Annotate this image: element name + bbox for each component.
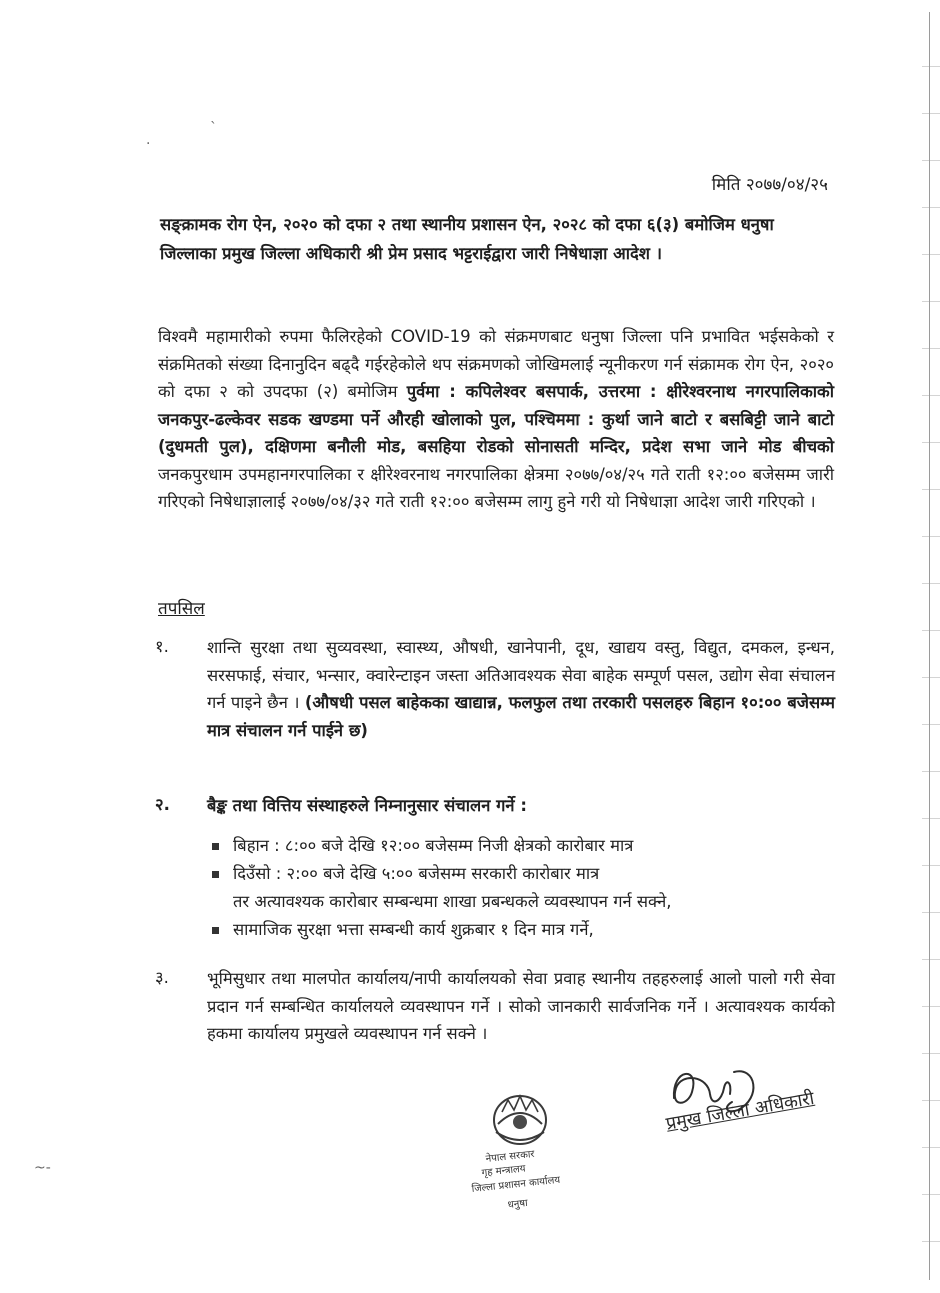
svg-text:जिल्ला प्रशासन कार्यालय: जिल्ला प्रशासन कार्यालय xyxy=(471,1174,561,1195)
item-body-3: भूमिसुधार तथा मालपोत कार्यालय/नापी कार्यालयको सेवा प्रवाह स्थानीय तहहरुलाई आलो पालो गरी सेवा प्रदान गर्न सम्बन्धित कार्यालयले व्यवस्थापन गर्ने । सोको जानकारी सार्वजनिक गर्ने । अत्यावश्यक कार्यको हकमा कार्यालय प्रमुखले व्यवस्थापन गर्न सक्ने । xyxy=(207,969,835,1043)
office-seal-stamp xyxy=(468,1090,598,1220)
item-number-3: ३. xyxy=(155,968,169,987)
item-1-text: शान्ति सुरक्षा तथा सुव्यवस्था, स्वास्थ्य, औषधी, खानेपानी, दूध, खाद्यय वस्तु, विद्युत, दमकल, इन्धन, सरसफाई, संचार, भन्सार, क्वारेन्टाइन जस्ता अतिआवश्यक सेवा बाहेक सम्पूर्ण पसल, उद्योग सेवा संचालन गर्न पाइने छैन । xyxy=(207,638,835,712)
svg-text:गृह मन्त्रालय: गृह मन्त्रालय xyxy=(481,1163,527,1179)
main-paragraph xyxy=(158,323,834,516)
document-subject: सङ्क्रामक रोग ऐन, २०२० को दफा २ तथा स्थानीय प्रशासन ऐन, २०२८ को दफा ६(३) बमोजिम धनुषा जिल्लाका प्रमुख जिल्ला अधिकारी श्री प्रेम प्रसाद भट्टराईद्वारा जारी निषेधाज्ञा आदेश । xyxy=(160,215,774,263)
item-number-2: २. xyxy=(155,795,170,814)
bullet-square-icon xyxy=(212,871,219,878)
scan-speck: ˎ xyxy=(210,108,217,124)
signature-title: प्रमुख जिल्ला अधिकारी xyxy=(664,1087,816,1135)
list-item: दिउँसो : २:०० बजे देखि ५:०० बजेसम्म सरकारी कारोबार मात्र तर अत्यावश्यक कारोबार सम्बन्धमा शाखा प्रबन्धकले व्यवस्थापन गर्न सक्ने, xyxy=(210,860,830,916)
svg-text:नेपाल सरकार: नेपाल सरकार xyxy=(485,1148,536,1165)
bank-hours-list xyxy=(210,832,830,944)
list-item-continuation: तर अत्यावश्यक कारोबार सम्बन्धमा शाखा प्रबन्धकले व्यवस्थापन गर्न सक्ने, xyxy=(233,892,672,911)
bullet-square-icon xyxy=(212,843,219,850)
bullet-square-icon xyxy=(212,927,219,934)
paragraph-text-1: विश्वमै महामारीको रुपमा फैलिरहेको COVID-19 को संक्रमणबाट धनुषा जिल्ला पनि प्रभावित भईसकेको र संक्रमितको संख्या दिनानुदिन बढ्दै गईरहेकोले थप संक्रमणको जोखिमलाई न्यूनीकरण गर्न संक्रामक रोग ऐन, २०२० को दफा २ को उपदफा (२) बमोजिम xyxy=(158,327,834,401)
list-item: सामाजिक सुरक्षा भत्ता सम्बन्धी कार्य शुक्रबार १ दिन मात्र गर्ने, xyxy=(210,916,830,944)
item-body-2: बैङ्क तथा वित्तिय संस्थाहरुले निम्नानुसार संचालन गर्ने : xyxy=(207,796,527,815)
list-item: बिहान : ८:०० बजे देखि १२:०० बजेसम्म निजी क्षेत्रको कारोबार मात्र xyxy=(210,832,830,860)
scan-speck: ~- xyxy=(34,1160,51,1176)
item-1-bold-note: (औषधी पसल बाहेकका खाद्यान्न, फलफुल तथा तरकारी पसलहरु बिहान १०:०० बजेसम्म मात्र संचालन गर्न पाईने छ) xyxy=(207,693,835,740)
document-date: मिति २०७७/०४/२५ xyxy=(711,175,828,195)
paragraph-text-2: जनकपुरधाम उपमहानगरपालिका र क्षीरेश्वरनाथ नगरपालिका क्षेत्रमा २०७७/०४/२५ गते राती १२:०० बजेसम्म जारी गरिएको निषेधाज्ञालाई २०७७/०४/३२ गते राती १२:०० बजेसम्म लागु हुने गरी यो निषेधाज्ञा आदेश जारी गरिएको । xyxy=(158,464,834,511)
item-body-1 xyxy=(207,634,835,744)
item-number-1: १. xyxy=(155,637,169,656)
svg-text:धनुषा: धनुषा xyxy=(507,1197,529,1211)
paragraph-bold-boundaries: पुर्वमा : कपिलेश्वर बसपार्क, उत्तरमा : क्षीरेश्वरनाथ नगरपालिकाको जनकपुर-ढल्केवर सडक खण्डमा पर्ने औरही खोलाको पुल, पश्चिममा : कुर्था जाने बाटो र बसबिट्टी जाने बाटो (दुधमती पुल), दक्षिणमा बनौली मोड, बसहिया रोडको सोनासती मन्दिर, प्रदेश सभा जाने मोड बीचको xyxy=(158,382,834,456)
page-edge-ticks xyxy=(922,20,940,1280)
scan-speck: · xyxy=(146,136,151,152)
page-edge-line xyxy=(929,12,930,1280)
details-heading: तपसिल xyxy=(158,599,205,619)
